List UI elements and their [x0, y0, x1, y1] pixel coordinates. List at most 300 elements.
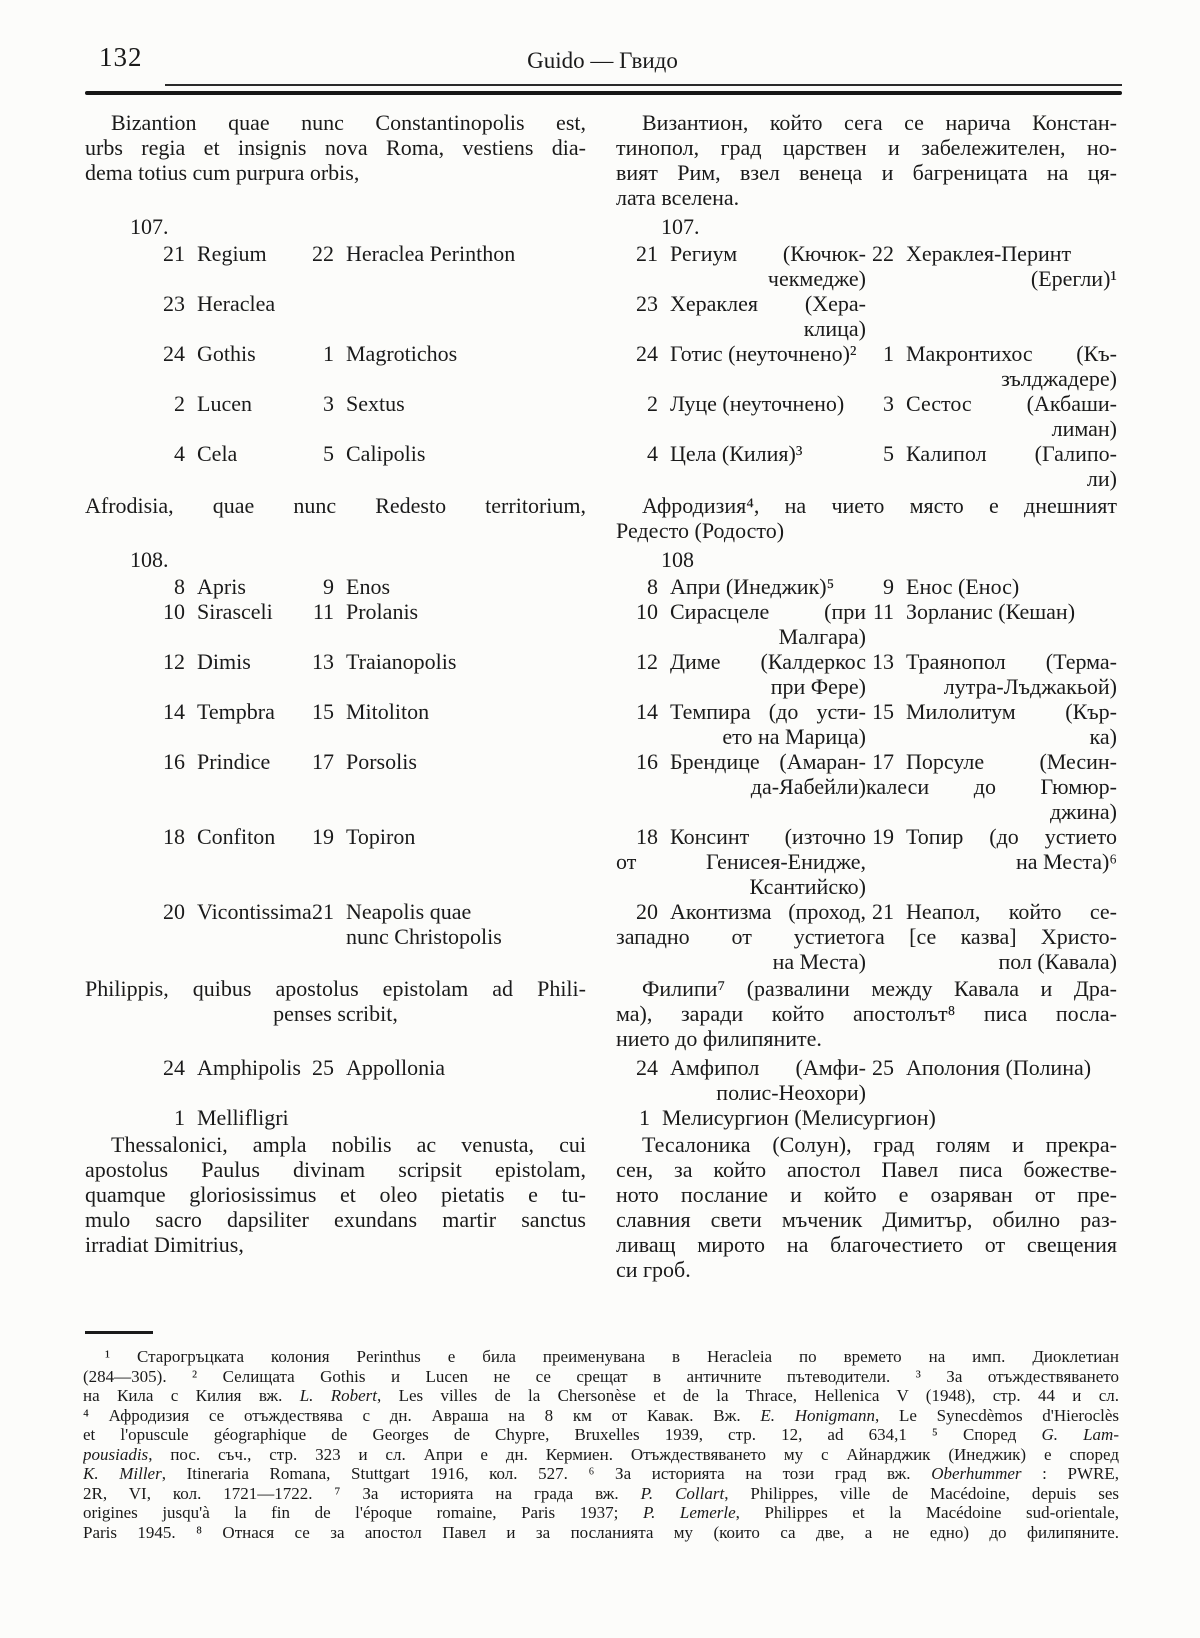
block-itemrow	[85, 241, 1117, 291]
list-cell	[866, 699, 1117, 749]
entry-continuation: при Фере)	[770, 674, 866, 699]
list-entry	[300, 649, 586, 674]
list-entry	[866, 749, 1117, 824]
entry-number: 12	[636, 649, 658, 674]
entry-first-line	[866, 824, 1117, 849]
list-entry	[300, 749, 586, 774]
list-cell	[866, 599, 1117, 649]
entry-first-line	[866, 599, 1117, 624]
entry-first-line	[300, 599, 586, 624]
entry-number: 24	[636, 1055, 658, 1080]
text-line: Византион, който сега се нарича Констан-	[642, 110, 1117, 135]
entry-first-line	[85, 599, 300, 624]
list-cell	[300, 824, 586, 899]
entry-name: Mitoliton	[346, 699, 430, 724]
bulgarian-column-cell	[616, 1055, 1117, 1105]
entry-name: Prindice	[197, 749, 271, 774]
footnote-text: ¹ Старогръцката колония Perinthus е била преименувана в Heracleia по времето на имп. Диоклетиан	[105, 1347, 1119, 1366]
latin-column-cell	[85, 649, 586, 699]
bulgarian-paragraph	[616, 1132, 1117, 1282]
footnote-author-italic: K. Miller	[83, 1464, 162, 1483]
latin-column-cell	[85, 241, 586, 291]
header-rule-thick	[85, 91, 1122, 95]
bulgarian-column-cell	[616, 110, 1117, 210]
entry-continuation: Ксантийско)	[749, 874, 866, 899]
entry-number: 3	[883, 391, 894, 416]
entry-first-line	[85, 824, 300, 849]
text-line: лата вселена.	[616, 185, 740, 210]
entry-first-line	[616, 291, 866, 316]
block-itemrow	[85, 649, 1117, 699]
footnote-separator	[85, 1331, 153, 1334]
latin-paragraph	[85, 110, 586, 185]
entry-number: 16	[163, 749, 185, 774]
entry-continuation: западно от устието	[616, 924, 866, 949]
block-itemrow	[85, 341, 1117, 391]
footnote-text: 2R, VI, кол. 1721—1722. ⁷ За историята на града вж.	[83, 1483, 641, 1503]
list-cell	[866, 241, 1117, 291]
entry-number: 11	[872, 599, 894, 624]
list-entry	[866, 241, 1117, 291]
list-cell	[85, 241, 300, 291]
list-cell	[300, 291, 586, 341]
footnote-text: , Les villes de la Chersonèse et de la Thrace, Hellenica V (1948), стр. 44 и сл.	[377, 1386, 1119, 1405]
latin-column-cell	[85, 493, 586, 543]
list-cell	[866, 824, 1117, 899]
list-entry	[300, 899, 586, 949]
footnote-author-italic: L. Robert	[299, 1386, 377, 1405]
list-entry	[85, 824, 300, 849]
entry-continuation: (Ерегли)¹	[1030, 266, 1117, 291]
list-cell	[85, 899, 312, 974]
entry-number: 18	[636, 824, 658, 849]
list-cell	[300, 341, 586, 391]
entry-first-line	[85, 749, 300, 774]
block-itemrow	[85, 899, 1117, 974]
section-number: 108.	[130, 547, 169, 572]
entry-continuation: зълджадере)	[1001, 366, 1117, 391]
list-entry	[866, 441, 1117, 491]
latin-column-cell	[85, 341, 586, 391]
entry-name: Vicontissima	[197, 899, 312, 924]
entry-continuation: ли)	[1086, 466, 1117, 491]
block-parapair	[85, 493, 1117, 543]
footnote-text: , Philippes et la Macédoine sud-orientale,	[735, 1503, 1119, 1522]
list-entry	[85, 391, 300, 416]
bulgarian-column-cell	[616, 493, 1117, 543]
entry-name: Хераклея-Перинт	[906, 241, 1072, 266]
bulgarian-column-cell	[616, 699, 1117, 749]
entry-first-line	[85, 574, 300, 599]
entry-number: 4	[174, 441, 185, 466]
entry-first-line	[866, 241, 1117, 266]
list-entry	[616, 699, 866, 749]
entry-name: Dimis	[197, 649, 251, 674]
entry-first-line	[85, 1055, 300, 1080]
list-entry	[300, 341, 586, 366]
entry-name: Консинт (източно	[670, 824, 866, 849]
entry-number: 21	[163, 241, 185, 266]
list-cell	[300, 241, 586, 291]
footnote-text: , Itineraria Romana, Stuttgart 1916, кол. 527. ⁶ За историята на този град вж.	[161, 1464, 932, 1483]
list-cell	[616, 699, 866, 749]
entry-name: Heraclea Perinthon	[346, 241, 516, 266]
entry-first-line	[616, 649, 866, 674]
block-itemrow	[85, 1055, 1117, 1105]
entry-first-line	[300, 441, 586, 466]
entry-first-line	[866, 649, 1117, 674]
latin-column-cell	[85, 749, 586, 824]
entry-first-line	[866, 574, 1117, 599]
entry-first-line	[85, 241, 300, 266]
entry-name: Диме (Калдеркос	[670, 649, 866, 674]
list-entry	[616, 649, 866, 699]
latin-paragraph	[85, 1132, 586, 1257]
list-entry	[85, 291, 300, 316]
list-entry	[300, 391, 586, 416]
list-cell	[866, 441, 1117, 491]
entry-name: Порсуле (Месин-	[906, 749, 1117, 774]
entry-number: 9	[323, 574, 334, 599]
entry-first-line	[866, 341, 1117, 366]
entry-number: 1	[639, 1105, 650, 1130]
entry-number: 19	[312, 824, 334, 849]
list-cell	[300, 699, 586, 749]
list-entry	[866, 1055, 1117, 1080]
list-cell	[300, 1055, 586, 1105]
list-cell	[300, 1105, 586, 1130]
entry-name: Heraclea	[197, 291, 276, 316]
entry-first-line	[300, 649, 586, 674]
list-cell	[616, 824, 866, 899]
list-cell	[866, 1055, 1117, 1105]
block-itemrow	[85, 391, 1117, 441]
list-entry	[300, 441, 586, 466]
list-entry	[616, 574, 866, 599]
entry-first-line	[866, 699, 1117, 724]
list-entry	[866, 341, 1117, 391]
entry-continuation: га [се казва] Христо-	[866, 924, 1117, 949]
entry-number: 8	[174, 574, 185, 599]
entry-number: 20	[636, 899, 658, 924]
list-cell	[866, 749, 1117, 824]
bulgarian-column-cell	[616, 824, 1117, 899]
entry-name: Apris	[197, 574, 246, 599]
entry-number: 23	[163, 291, 185, 316]
entry-name: Луце (неуточнено)	[670, 391, 845, 416]
entry-number: 14	[163, 699, 185, 724]
bulgarian-paragraph	[616, 110, 1117, 210]
entry-first-line	[616, 749, 866, 774]
block-itemrow	[85, 574, 1117, 599]
footnote-line	[83, 1425, 1119, 1445]
running-header-title: Guido — Гвидо	[527, 48, 678, 73]
footnote-line	[83, 1445, 1119, 1465]
list-cell	[300, 599, 586, 649]
entry-first-line	[616, 574, 866, 599]
list-entry	[300, 599, 586, 624]
list-entry	[616, 899, 866, 974]
list-entry	[85, 1105, 300, 1130]
list-entry	[616, 1055, 866, 1105]
entry-number: 13	[312, 649, 334, 674]
footnote-text: : PWRE,	[1021, 1464, 1119, 1483]
latin-column-cell	[85, 699, 586, 749]
footnote-line	[83, 1484, 1119, 1504]
entry-continuation: клица)	[803, 316, 866, 341]
list-cell	[616, 1105, 1117, 1130]
list-cell	[616, 441, 866, 491]
footnote-line	[83, 1347, 1119, 1367]
entry-name: Аконтизма (проход,	[670, 899, 866, 924]
text-line: сен, за който апостол Павел писа божестве-	[616, 1157, 1117, 1182]
entry-name: Mellifligri	[197, 1105, 289, 1130]
header-rule-thin	[165, 84, 1122, 86]
entry-number: 17	[872, 749, 894, 774]
latin-column-cell	[85, 899, 586, 974]
list-entry	[616, 291, 866, 341]
footnote-text: (284—305). ² Селищата Gothis и Lucen не се срещат в античните пътеводители. ³ За отъждествяването	[83, 1366, 1119, 1386]
text-line: penses scribit,	[273, 1001, 398, 1026]
list-entry	[85, 1055, 300, 1080]
entry-number: 24	[163, 1055, 185, 1080]
entry-number: 21	[636, 241, 658, 266]
entry-number: 24	[163, 341, 185, 366]
footnote-text: et l'opuscule géographique de Georges de Chypre, Bruxelles 1939, стр. 12, ad 634,1 ⁵ Според	[83, 1425, 1042, 1444]
entry-number: 17	[312, 749, 334, 774]
list-cell	[616, 341, 866, 391]
entry-continuation: ето на Марица)	[722, 724, 866, 749]
entry-name: Цела (Килия)³	[670, 441, 803, 466]
entry-name: Сирасцеле (при	[670, 599, 866, 624]
list-entry	[85, 599, 300, 624]
list-entry	[866, 824, 1117, 874]
entry-name: Апри (Инеджик)⁵	[670, 574, 835, 599]
footnote-line	[83, 1464, 1119, 1484]
entry-name: Калипол (Галипо-	[906, 441, 1117, 466]
entry-first-line	[616, 341, 866, 366]
list-cell	[300, 649, 586, 699]
entry-first-line	[300, 899, 586, 924]
text-line: ливащ мирото на благочестието от свещения	[616, 1232, 1117, 1257]
entry-continuation: лиман)	[1051, 416, 1117, 441]
footnote-author-italic: Oberhummer	[931, 1464, 1022, 1483]
block-parapair	[85, 110, 1117, 210]
list-entry	[866, 574, 1117, 599]
text-line: Афродизия⁴, на чието място е днешният	[642, 493, 1117, 518]
latin-column-cell	[85, 1105, 586, 1130]
footnote-author-italic: G. Lam-	[1041, 1425, 1119, 1444]
entry-number: 5	[883, 441, 894, 466]
block-secpair	[85, 214, 1117, 239]
entry-name: Брендице (Амаран-	[670, 749, 866, 774]
footnote-text: origines jusqu'à la fin de l'époque romaine, Paris 1937;	[83, 1503, 643, 1522]
list-entry	[866, 899, 1117, 974]
entry-first-line	[616, 824, 866, 849]
entry-continuation: лутра-Лъджакьой)	[943, 674, 1117, 699]
list-cell	[616, 649, 866, 699]
list-cell	[300, 391, 586, 441]
latin-column-cell	[85, 1132, 586, 1282]
entry-continuation: ка)	[1089, 724, 1117, 749]
entry-number: 22	[872, 241, 894, 266]
text-line: Afrodisia, quae nunc Redesto territorium,	[85, 493, 586, 518]
entry-number: 21	[872, 899, 894, 924]
entry-first-line	[85, 391, 300, 416]
header-rule	[85, 84, 1122, 95]
entry-first-line	[616, 391, 866, 416]
list-cell	[616, 1055, 866, 1105]
entry-name: Региум (Кючюк-	[670, 241, 866, 266]
entry-first-line	[85, 441, 300, 466]
latin-column-cell	[85, 291, 586, 341]
list-cell	[866, 899, 1117, 974]
entry-first-line	[616, 699, 866, 724]
entry-first-line	[85, 1105, 300, 1130]
entry-number: 15	[312, 699, 334, 724]
entry-name: Сестос (Акбаши-	[906, 391, 1117, 416]
section-number: 108	[661, 547, 694, 572]
bulgarian-column-cell	[616, 291, 1117, 341]
entry-number: 18	[163, 824, 185, 849]
block-itemrow	[85, 599, 1117, 649]
entry-first-line	[85, 899, 312, 924]
entry-continuation: калеси до Гюмюр-	[866, 774, 1117, 799]
list-entry	[616, 341, 866, 366]
footnote-author-italic: P. Lemerle	[642, 1503, 736, 1522]
entry-name: Енос (Енос)	[906, 574, 1020, 599]
text-line: славния свети мъченик Димитър, обилно раз-	[616, 1207, 1117, 1232]
text-line: urbs regia et insignis nova Roma, vestiens dia-	[85, 135, 586, 160]
entry-name: Magrotichos	[346, 341, 458, 366]
list-entry	[300, 824, 586, 849]
footnote-line	[83, 1523, 1119, 1543]
entry-first-line	[300, 391, 586, 416]
text-line: irradiat Dimitrius,	[85, 1232, 244, 1257]
bulgarian-column-cell	[616, 241, 1117, 291]
footnote-text: ⁴ Афродизия се отъждествява с дн. Авраша на 8 км от Кавак. Вж.	[83, 1405, 761, 1425]
block-itemrow	[85, 824, 1117, 899]
list-cell	[85, 1105, 300, 1130]
block-itemrow	[85, 441, 1117, 491]
entry-name: Макронтихос (Къ-	[906, 341, 1117, 366]
text-line: Тесалоника (Солун), град голям и прекра-	[642, 1132, 1117, 1157]
entry-name: Амфипол (Амфи-	[670, 1055, 866, 1080]
entry-number: 21	[312, 899, 334, 924]
block-parapair	[85, 1132, 1117, 1282]
entry-continuation: да-Яабейли)	[750, 774, 866, 799]
entry-continuation: на Места)	[772, 949, 866, 974]
text-line: ма), заради който апостолът⁸ писа посла-	[616, 1001, 1117, 1026]
bulgarian-column-cell	[616, 749, 1117, 824]
entry-number: 14	[636, 699, 658, 724]
list-entry	[85, 699, 300, 724]
entry-first-line	[866, 749, 1117, 774]
entry-name: Cela	[197, 441, 238, 466]
bulgarian-column-cell	[616, 547, 1117, 572]
entry-name: Porsolis	[346, 749, 417, 774]
entry-number: 10	[163, 599, 185, 624]
bulgarian-column-cell	[616, 1132, 1117, 1282]
entry-first-line	[300, 574, 586, 599]
latin-column-cell	[85, 214, 586, 239]
list-entry	[85, 749, 300, 774]
entry-number: 1	[323, 341, 334, 366]
page-number: 132	[99, 42, 143, 72]
text-line: си гроб.	[616, 1257, 691, 1282]
footnotes-block	[83, 1347, 1119, 1542]
entry-name: Lucen	[197, 391, 252, 416]
list-cell	[85, 441, 300, 491]
list-entry	[85, 341, 300, 366]
entry-name: Аполония (Полина)	[906, 1055, 1092, 1080]
latin-column-cell	[85, 1055, 586, 1105]
list-cell	[85, 649, 300, 699]
entry-name: Траянопол (Терма-	[906, 649, 1117, 674]
entry-name: Sirasceli	[197, 599, 273, 624]
bulgarian-column-cell	[616, 599, 1117, 649]
footnote-line	[83, 1503, 1119, 1523]
entry-name: Неапол, който се-	[906, 899, 1117, 924]
latin-paragraph	[85, 493, 586, 518]
footnote-line	[83, 1406, 1119, 1426]
footnote-text: , Le Synecdèmos d'Hieroclès	[875, 1405, 1119, 1425]
entry-number: 2	[647, 391, 658, 416]
entry-name: Calipolis	[346, 441, 426, 466]
list-entry	[616, 1105, 1117, 1130]
latin-column-cell	[85, 599, 586, 649]
list-entry	[85, 241, 300, 266]
entry-first-line	[300, 824, 586, 849]
entry-number: 15	[872, 699, 894, 724]
bulgarian-column-cell	[616, 574, 1117, 599]
list-cell	[85, 749, 300, 824]
entry-first-line	[85, 649, 300, 674]
list-cell	[616, 391, 866, 441]
list-cell	[866, 341, 1117, 391]
text-line: Thessalonici, ampla nobilis ac venusta, cui	[111, 1132, 586, 1157]
entry-first-line	[866, 441, 1117, 466]
entry-number: 16	[636, 749, 658, 774]
entry-number: 1	[174, 1105, 185, 1130]
bulgarian-column-cell	[616, 649, 1117, 699]
entry-name: Готис (неуточнено)²	[670, 341, 857, 366]
text-line: apostolus Paulus divinam scripsit epistolam,	[85, 1157, 586, 1182]
latin-column-cell	[85, 976, 586, 1051]
entry-first-line	[300, 1055, 586, 1080]
entry-first-line	[616, 441, 866, 466]
entry-name: Мелисургион (Мелисургион)	[662, 1105, 936, 1130]
entry-name: Темпира (до усти-	[670, 699, 866, 724]
list-cell	[866, 649, 1117, 699]
text-line: quamque gloriosissimus et oleo pietatis e tu-	[85, 1182, 586, 1207]
bulgarian-paragraph	[616, 493, 1117, 543]
footnote-line	[83, 1367, 1119, 1387]
list-entry	[300, 1055, 586, 1080]
entry-continuation: полис-Неохори)	[716, 1080, 866, 1105]
list-entry	[866, 699, 1117, 749]
latin-column-cell	[85, 547, 586, 572]
entry-first-line	[300, 699, 586, 724]
list-cell	[866, 574, 1117, 599]
footnote-text: , пос. съч., стр. 323 и сл. Апри е дн. Кермиен. Отъждествяването му с Айнарджик (Инеджик) е според	[148, 1444, 1119, 1464]
entry-first-line	[300, 241, 586, 266]
entry-number: 25	[312, 1055, 334, 1080]
list-cell	[866, 391, 1117, 441]
latin-column-cell	[85, 110, 586, 210]
entry-first-line	[866, 391, 1117, 416]
list-entry	[85, 649, 300, 674]
